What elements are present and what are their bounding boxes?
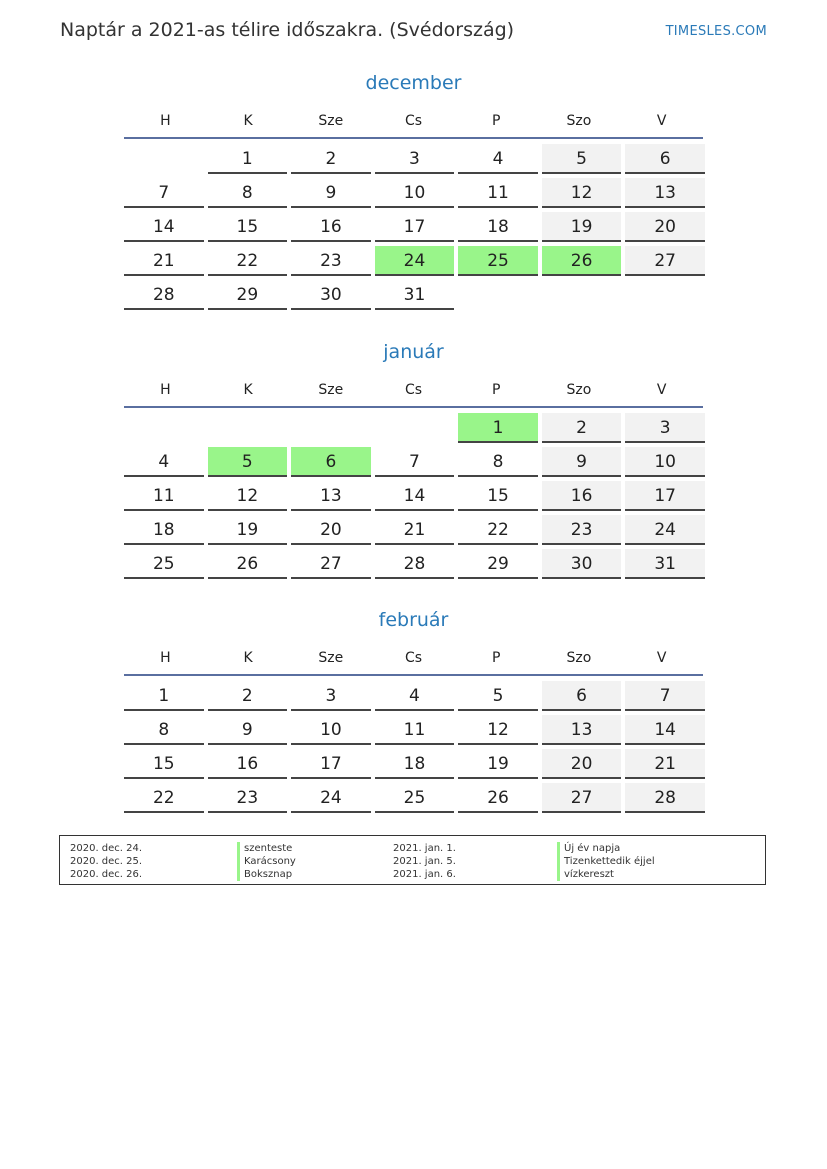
weekday-header bbox=[124, 105, 703, 137]
day-cell[interactable]: 13 bbox=[542, 715, 622, 745]
day-cell[interactable]: 31 bbox=[375, 280, 455, 310]
legend-holiday-name: szenteste bbox=[237, 842, 296, 855]
weekday-label: Szo bbox=[566, 382, 592, 398]
day-cell[interactable]: 11 bbox=[375, 715, 455, 745]
day-cell[interactable]: 6 bbox=[542, 681, 622, 711]
day-cell[interactable]: 26 bbox=[458, 783, 538, 813]
day-cell[interactable]: 12 bbox=[458, 715, 538, 745]
day-cell[interactable]: 8 bbox=[124, 715, 204, 745]
day-cell[interactable]: 19 bbox=[208, 515, 288, 545]
weekday-header bbox=[124, 642, 703, 674]
weekday-label: Cs bbox=[404, 382, 423, 398]
weekday-label: K bbox=[243, 113, 253, 129]
day-cell[interactable]: 20 bbox=[625, 212, 705, 242]
day-cell[interactable]: 3 bbox=[375, 144, 455, 174]
day-cell[interactable]: 5 bbox=[542, 144, 622, 174]
day-cell[interactable]: 5 bbox=[458, 681, 538, 711]
empty-cell bbox=[375, 413, 455, 443]
day-cell[interactable]: 25 bbox=[124, 549, 204, 579]
month-1 bbox=[124, 338, 703, 579]
day-cell[interactable]: 28 bbox=[375, 549, 455, 579]
month-name: január bbox=[383, 341, 444, 363]
day-cell[interactable]: 17 bbox=[291, 749, 371, 779]
day-cell[interactable]: 4 bbox=[458, 144, 538, 174]
day-cell[interactable]: 22 bbox=[458, 515, 538, 545]
day-cell[interactable]: 6 bbox=[625, 144, 705, 174]
legend-date: 2020. dec. 26. bbox=[70, 869, 143, 880]
day-cell[interactable]: 17 bbox=[375, 212, 455, 242]
day-cell[interactable]: 14 bbox=[124, 212, 204, 242]
day-cell[interactable]: 4 bbox=[124, 447, 204, 477]
day-cell[interactable]: 7 bbox=[375, 447, 455, 477]
legend-holiday-name: vízkereszt bbox=[557, 868, 655, 881]
weekday-label: P bbox=[492, 113, 501, 129]
weekday-label: Sze bbox=[318, 113, 344, 129]
day-cell[interactable]: 21 bbox=[375, 515, 455, 545]
empty-cell bbox=[124, 413, 204, 443]
day-cell[interactable]: 12 bbox=[208, 481, 288, 511]
weekday-label: Sze bbox=[318, 382, 344, 398]
holiday-legend bbox=[59, 835, 766, 885]
day-cell[interactable]: 17 bbox=[625, 481, 705, 511]
day-cell[interactable]: 21 bbox=[124, 246, 204, 276]
day-cell[interactable]: 19 bbox=[458, 749, 538, 779]
weekday-label: K bbox=[243, 650, 253, 666]
day-cell[interactable]: 27 bbox=[542, 783, 622, 813]
month-2 bbox=[124, 606, 703, 813]
day-cell[interactable]: 18 bbox=[124, 515, 204, 545]
day-cell[interactable]: 30 bbox=[291, 280, 371, 310]
day-grid bbox=[124, 681, 703, 813]
weekday-label: P bbox=[492, 650, 501, 666]
day-cell[interactable]: 22 bbox=[208, 246, 288, 276]
page-title: Naptár a 2021-as télire időszakra. (Svédország) bbox=[60, 19, 515, 41]
day-cell[interactable]: 23 bbox=[208, 783, 288, 813]
legend-holiday-name: Új év napja bbox=[557, 842, 655, 855]
weekday-label: H bbox=[160, 113, 171, 129]
day-cell[interactable]: 8 bbox=[208, 178, 288, 208]
day-cell[interactable]: 2 bbox=[542, 413, 622, 443]
day-cell[interactable]: 9 bbox=[542, 447, 622, 477]
day-cell[interactable]: 20 bbox=[291, 515, 371, 545]
day-cell[interactable]: 14 bbox=[625, 715, 705, 745]
day-cell[interactable]: 27 bbox=[291, 549, 371, 579]
empty-cell bbox=[208, 413, 288, 443]
legend-names-left bbox=[237, 842, 296, 881]
day-cell[interactable]: 28 bbox=[625, 783, 705, 813]
day-cell[interactable]: 10 bbox=[291, 715, 371, 745]
weekday-label: K bbox=[243, 382, 253, 398]
day-cell[interactable]: 25 bbox=[458, 246, 538, 276]
legend-dates-right bbox=[393, 842, 456, 881]
day-cell[interactable]: 2 bbox=[208, 681, 288, 711]
header-rule bbox=[124, 674, 703, 676]
day-cell[interactable]: 20 bbox=[542, 749, 622, 779]
day-cell[interactable]: 29 bbox=[208, 280, 288, 310]
day-cell[interactable]: 24 bbox=[625, 515, 705, 545]
empty-cell bbox=[124, 144, 204, 174]
legend-date: 2021. jan. 6. bbox=[393, 869, 456, 880]
day-cell[interactable]: 16 bbox=[208, 749, 288, 779]
day-cell[interactable]: 26 bbox=[208, 549, 288, 579]
legend-date: 2021. jan. 1. bbox=[393, 843, 456, 854]
weekday-label: V bbox=[656, 650, 667, 666]
month-name: december bbox=[365, 72, 462, 94]
legend-names-right bbox=[557, 842, 655, 881]
day-cell[interactable]: 1 bbox=[458, 413, 538, 443]
legend-holiday-name: Boksznap bbox=[237, 868, 296, 881]
day-cell[interactable]: 13 bbox=[625, 178, 705, 208]
day-cell[interactable]: 10 bbox=[375, 178, 455, 208]
weekday-label: V bbox=[656, 113, 667, 129]
empty-cell bbox=[542, 280, 622, 310]
weekday-label: H bbox=[160, 650, 171, 666]
weekday-label: P bbox=[492, 382, 501, 398]
day-cell[interactable]: 18 bbox=[375, 749, 455, 779]
legend-holiday-name: Tizenkettedik éjjel bbox=[557, 855, 655, 868]
legend-dates-left bbox=[70, 842, 142, 881]
day-cell[interactable]: 10 bbox=[625, 447, 705, 477]
legend-date: 2020. dec. 24. bbox=[70, 843, 143, 854]
weekday-label: Sze bbox=[318, 650, 344, 666]
day-cell[interactable]: 16 bbox=[542, 481, 622, 511]
day-cell[interactable]: 3 bbox=[291, 681, 371, 711]
day-grid bbox=[124, 144, 703, 310]
day-cell[interactable]: 31 bbox=[625, 549, 705, 579]
day-cell[interactable]: 7 bbox=[124, 178, 204, 208]
day-cell[interactable]: 26 bbox=[542, 246, 622, 276]
day-cell[interactable]: 13 bbox=[291, 481, 371, 511]
day-cell[interactable]: 12 bbox=[542, 178, 622, 208]
day-cell[interactable]: 11 bbox=[124, 481, 204, 511]
weekday-label: V bbox=[656, 382, 667, 398]
day-cell[interactable]: 3 bbox=[625, 413, 705, 443]
weekday-header bbox=[124, 374, 703, 406]
empty-cell bbox=[291, 413, 371, 443]
day-cell[interactable]: 27 bbox=[625, 246, 705, 276]
header-rule bbox=[124, 137, 703, 139]
day-cell[interactable]: 5 bbox=[208, 447, 288, 477]
weekday-label: Szo bbox=[566, 113, 592, 129]
day-cell[interactable]: 22 bbox=[124, 783, 204, 813]
empty-cell bbox=[625, 280, 705, 310]
day-cell[interactable]: 15 bbox=[124, 749, 204, 779]
day-cell[interactable]: 15 bbox=[208, 212, 288, 242]
empty-cell bbox=[458, 280, 538, 310]
day-cell[interactable]: 24 bbox=[375, 246, 455, 276]
day-cell[interactable]: 18 bbox=[458, 212, 538, 242]
day-grid bbox=[124, 413, 703, 579]
month-name: február bbox=[378, 609, 449, 631]
day-cell[interactable]: 7 bbox=[625, 681, 705, 711]
day-cell[interactable]: 15 bbox=[458, 481, 538, 511]
legend-holiday-name: Karácsony bbox=[237, 855, 296, 868]
day-cell[interactable]: 1 bbox=[208, 144, 288, 174]
day-cell[interactable]: 14 bbox=[375, 481, 455, 511]
day-cell[interactable]: 6 bbox=[291, 447, 371, 477]
day-cell[interactable]: 1 bbox=[124, 681, 204, 711]
day-cell[interactable]: 2 bbox=[291, 144, 371, 174]
header-rule bbox=[124, 406, 703, 408]
weekday-label: H bbox=[160, 382, 171, 398]
legend-date: 2021. jan. 5. bbox=[393, 856, 456, 867]
day-cell[interactable]: 24 bbox=[291, 783, 371, 813]
day-cell[interactable]: 25 bbox=[375, 783, 455, 813]
day-cell[interactable]: 23 bbox=[291, 246, 371, 276]
day-cell[interactable]: 23 bbox=[542, 515, 622, 545]
day-cell[interactable]: 28 bbox=[124, 280, 204, 310]
day-cell[interactable]: 9 bbox=[208, 715, 288, 745]
day-cell[interactable]: 21 bbox=[625, 749, 705, 779]
day-cell[interactable]: 30 bbox=[542, 549, 622, 579]
day-cell[interactable]: 29 bbox=[458, 549, 538, 579]
weekday-label: Cs bbox=[404, 113, 423, 129]
legend-date: 2020. dec. 25. bbox=[70, 856, 143, 867]
day-cell[interactable]: 8 bbox=[458, 447, 538, 477]
month-0 bbox=[124, 69, 703, 310]
weekday-label: Cs bbox=[404, 650, 423, 666]
day-cell[interactable]: 4 bbox=[375, 681, 455, 711]
day-cell[interactable]: 19 bbox=[542, 212, 622, 242]
day-cell[interactable]: 16 bbox=[291, 212, 371, 242]
weekday-label: Szo bbox=[566, 650, 592, 666]
site-link[interactable]: TIMESLES.COM bbox=[665, 24, 767, 39]
day-cell[interactable]: 9 bbox=[291, 178, 371, 208]
day-cell[interactable]: 11 bbox=[458, 178, 538, 208]
